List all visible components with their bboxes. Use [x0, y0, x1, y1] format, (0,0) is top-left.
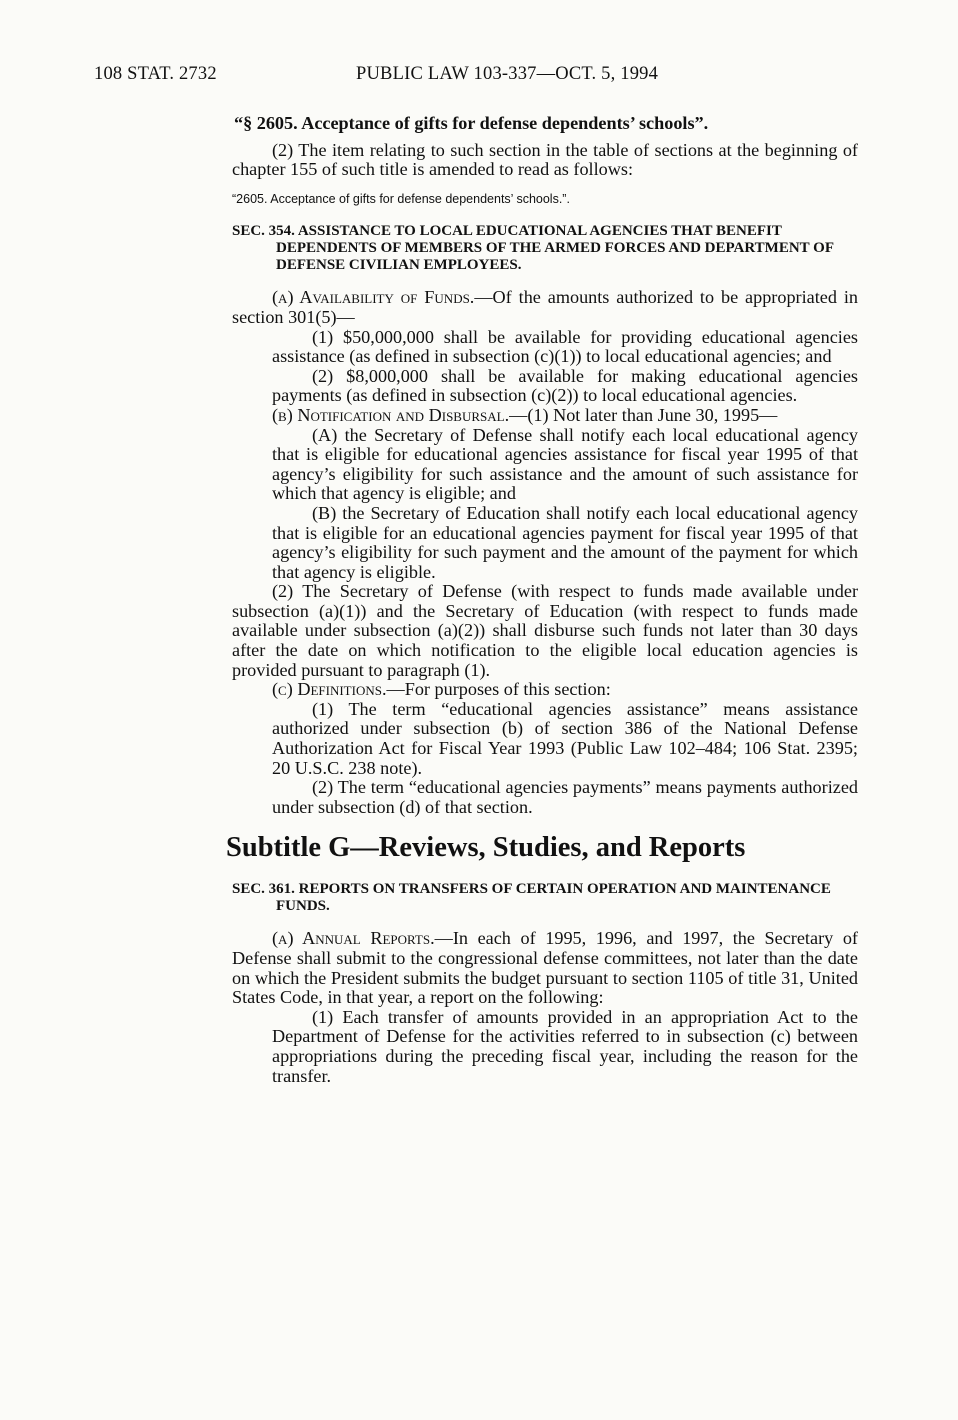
- subsection-c: [232, 680, 858, 700]
- subsection-a-text: —Of the amounts authorized to be appropriated in section 301(5)—: [232, 287, 858, 327]
- subparagraph-bB: (B) the Secretary of Education shall notify each local educational agency that is eligible for an educational agencies payment for fiscal year 1995 of that agency’s eligibility for such payment and the amount of the payment for which that agency is eligible.: [272, 502, 858, 582]
- subsection-b-label: (b) Notification and Disbursal.: [272, 404, 510, 425]
- stat-page-number: 108 STAT. 2732: [94, 64, 217, 84]
- paragraph-a1: (1) $50,000,000 shall be available for providing educational agencies assistance (as defined in subsection (c)(1)) to local educational agencies; and: [272, 326, 858, 367]
- paragraph-c1: (1) The term “educational agencies assistance” means assistance authorized under subsection (b) of section 386 of the National Defense Authorization Act for Fiscal Year 1993 (Public Law 102–484; 106 Stat. 2395; 20 U.S.C. 238 note).: [272, 698, 858, 778]
- paragraph-a2: (2) $8,000,000 shall be available for making educational agencies payments (as defined in subsection (c)(2)) to local educational agencies.: [272, 365, 858, 406]
- section-361-heading: SEC. 361. REPORTS ON TRANSFERS OF CERTAIN OPERATION AND MAINTENANCE FUNDS.: [232, 881, 831, 915]
- paragraph-item-2: (2) The item relating to such section in the table of sections at the beginning of chapter 155 of such title is amended to read as follows:: [232, 139, 858, 180]
- subtitle-g-heading: Subtitle G—Reviews, Studies, and Reports: [226, 832, 746, 864]
- table-of-sections-entry: “2605. Acceptance of gifts for defense dependents’ schools.”.: [232, 191, 570, 206]
- subsection-c-label: (c) Definitions.: [272, 679, 387, 700]
- paragraph-c2: (2) The term “educational agencies payments” means payments authorized under subsection (d) of that section.: [272, 777, 858, 817]
- subparagraph-bA: (A) the Secretary of Defense shall notify each local educational agency that is eligible for educational agencies assistance for fiscal year 1995 of that agency’s eligibility for such assistance and the amount of such assistance for which that agency is eligible; and: [272, 424, 858, 504]
- section-361-paragraph-1: (1) Each transfer of amounts provided in an appropriation Act to the Department of Defense for the activities referred to in subsection (c) between appropriations during the preceding fiscal year, including the reason for the transfer.: [272, 1006, 858, 1086]
- subsection-a-label: (a) Availability of Funds.: [272, 287, 475, 308]
- section-361-subsection-a: [232, 929, 858, 1007]
- public-law-title: PUBLIC LAW 103-337—OCT. 5, 1994: [356, 64, 659, 84]
- document-body: [226, 113, 858, 1086]
- subsection-b-text: —(1) Not later than June 30, 1995—: [509, 404, 778, 425]
- section-361-a-label: (a) Annual Reports.: [272, 928, 435, 949]
- subsection-a: [232, 288, 858, 327]
- paragraph-b2: (2) The Secretary of Defense (with respect to funds made available under subsection (a)(1)) and the Secretary of Education (with respect to funds made available under subsection (a)(2)) shall disburse such funds not later than 30 days after the date on which notification to the eligible local education agencies is provided pursuant to paragraph (1).: [232, 581, 858, 680]
- subsection-b: [232, 406, 858, 426]
- section-361-a-text: —In each of 1995, 1996, and 1997, the Secretary of Defense shall submit to the congressional defense committees, not later than the date on which the President submits the budget pursuant to section 1105 of title 31, United States Code, in that year, a report on the following:: [232, 928, 858, 1008]
- subsection-c-text: —For purposes of this section:: [386, 679, 611, 700]
- section-354-heading: SEC. 354. ASSISTANCE TO LOCAL EDUCATIONAL AGENCIES THAT BENEFIT DEPENDENTS OF MEMBERS OF THE ARMED FORCES AND DEPARTMENT OF DEFENSE CIVILIAN EMPLOYEES.: [232, 223, 834, 274]
- section-2605-heading: “§ 2605. Acceptance of gifts for defense dependents’ schools”.: [234, 113, 709, 133]
